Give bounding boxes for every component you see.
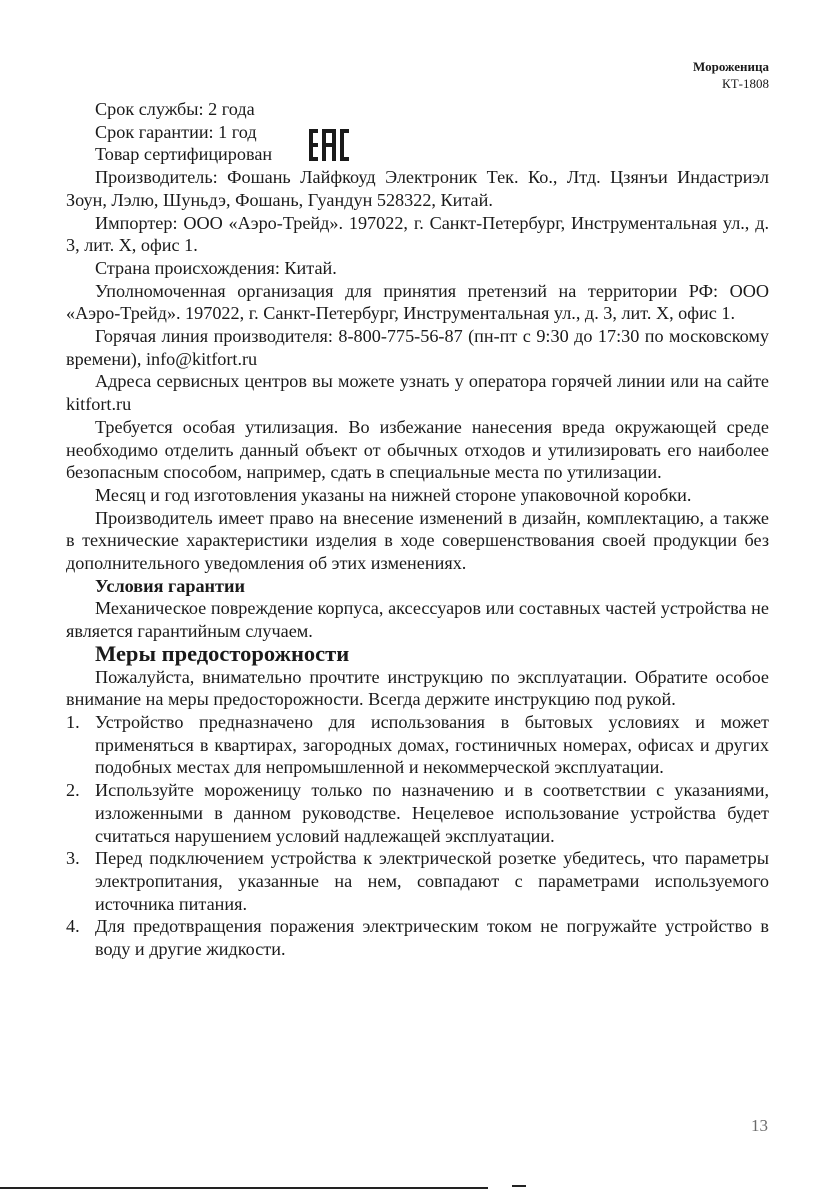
page-header	[693, 58, 769, 92]
list-item-number: 3.	[66, 848, 80, 869]
footer-divider	[0, 1187, 488, 1189]
list-item-text: Перед подключением устройства к электрической розетке убедитесь, что параметры электропитания, указанные на нем, совпадают с параметрами используемого источника питания.	[95, 848, 769, 914]
list-item-text: Устройство предназначено для использования в бытовых условиях и может применяться в квартирах, загородных домах, гостиничных номерах, офисах и других подобных местах для непромышленной и некоммерческой эксплуатации.	[95, 711, 769, 778]
list-item-number: 1.	[66, 711, 80, 732]
certification-block	[66, 98, 769, 166]
document-body	[66, 98, 769, 961]
list-item-text: Используйте мороженицу только по назначению и в соответствии с указаниями, изложенными в данном руководстве. Нецелевое использование устройства будет считаться нарушением условий надлежащей эксплуатации.	[95, 780, 769, 846]
eac-mark-icon	[308, 128, 350, 162]
country-text: Страна происхождения: Китай.	[95, 257, 337, 278]
list-item-number: 2.	[66, 780, 80, 801]
precautions-intro: Пожалуйста, внимательно прочтите инструкцию по эксплуатации. Обратите особое внимание на меры предосторожности. Всегда держите инструкцию под рукой.	[66, 666, 769, 710]
hotline-text: Горячая линия производителя: 8-800-775-56-87 (пн-пт с 9:30 до 17:30 по московскому времени), info@kitfort.ru	[66, 326, 769, 369]
list-item-number: 4.	[66, 916, 80, 937]
service-centers-text: Адреса сервисных центров вы можете узнать у оператора горячей линии или на сайте kitfort.ru	[66, 371, 769, 415]
precautions-title: Меры предосторожности	[95, 640, 350, 666]
list-item	[66, 779, 769, 847]
service-life: Срок службы: 2 года	[95, 99, 255, 119]
list-item-text: Для предотвращения поражения электрическим током не погружайте устройство в воду и другие жидкости.	[95, 916, 769, 960]
product-title: Мороженица	[692, 59, 769, 74]
disposal-text: Требуется особая утилизация. Во избежание нанесения вреда окружающей среде необходимо отделить данный объект от обычных отходов и утилизировать его наиболее безопасным способом, например, сдать в специальные места по утилизации.	[66, 416, 769, 483]
footer-mark	[512, 1185, 526, 1187]
page-number: 13	[751, 1116, 768, 1135]
list-item	[66, 847, 769, 915]
warranty-heading: Условия гарантии	[95, 575, 245, 596]
importer-text: Импортер: ООО «Аэро-Трейд». 197022, г. Санкт-Петербург, Инструментальная ул., д. 3, лит. Х, офис 1.	[66, 212, 769, 256]
certified-text: Товар сертифицирован	[95, 144, 273, 165]
manufacturer-text: Производитель: Фошань Лайфкоуд Электроник Тек. Ко., Лтд. Цзянъи Индастриэл Зоун, Лэлю, Шуньдэ, Фошань, Гуандун 528322, Китай.	[66, 167, 769, 210]
authorized-org-text: Уполномоченная организация для принятия претензий на территории РФ: ООО «Аэро-Трейд». 197022, г. Санкт-Петербург, Инструментальная ул., д. 3, лит. Х, офис 1.	[66, 280, 769, 324]
warranty-text: Механическое повреждение корпуса, аксессуаров или составных частей устройства не является гарантийным случаем.	[66, 598, 769, 642]
production-date-text: Месяц и год изготовления указаны на нижней стороне упаковочной коробки.	[95, 484, 692, 505]
precautions-list	[66, 711, 769, 961]
list-item	[66, 711, 769, 779]
changes-text: Производитель имеет право на внесение изменений в дизайн, комплектацию, а также в технические характеристики изделия в ходе совершенствования своей продукции без дополнительного уведомления об этих изменениях.	[66, 507, 769, 574]
list-item	[66, 915, 769, 960]
warranty-period: Срок гарантии: 1 год	[95, 121, 257, 142]
product-model: КТ-1808	[722, 76, 769, 91]
